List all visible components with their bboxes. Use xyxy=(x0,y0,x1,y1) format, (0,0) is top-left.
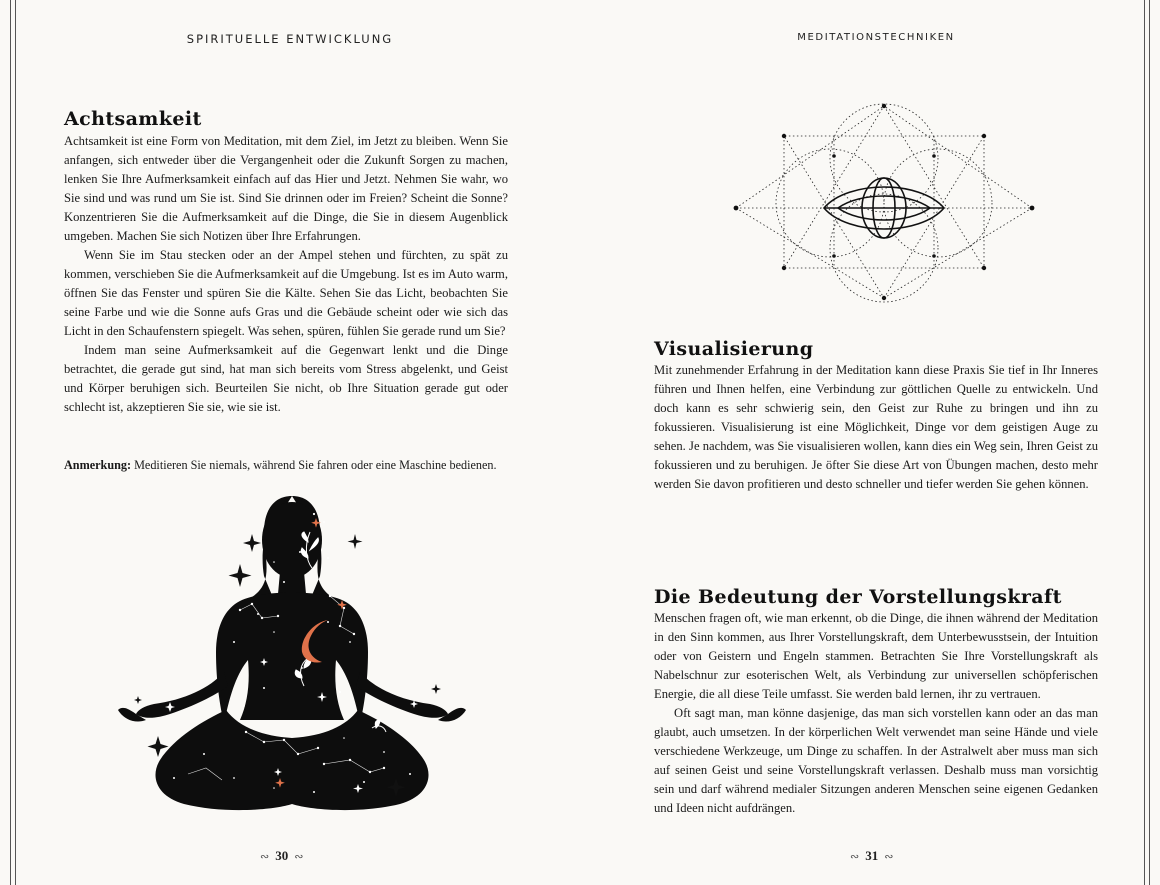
running-head-left: SPIRITUELLE ENTWICKLUNG xyxy=(186,32,394,46)
visualisierung-body xyxy=(654,361,1098,494)
paragraph: Menschen fragen oft, wie man erkennt, ob die Dinge, die ihnen während der Meditation in den Sinn kommen, aus Ihrer Vorstellungskraft, dem Unterbewusstsein, der Intuition oder von Geistern und Engeln stammen. Betrachten Sie Ihre Vorstellungskraft als Nabelschnur zur esoterischen Welt, als Verbindung zur universellen schöpferischen Energie, die all diese Teile umfasst. Sie werden bald lernen, ihr zu vertrauen. xyxy=(654,611,1098,701)
paragraph: Indem man seine Aufmerksamkeit auf die Gegenwart lenkt und die Dinge betrachtet, die gerade gut sind, hat man sich bereits vom Stress abgelenkt, und Geist und Körper beruhigen sich. Beurteilen Sie nicht, ob Ihre Situation gerade gut oder schlecht ist, akzeptieren Sie sie, wie sie ist. xyxy=(64,343,508,414)
paragraph: Mit zunehmender Erfahrung in der Meditation kann diese Praxis Sie tief in Ihr Inneres führen und Ihnen helfen, eine Verbindung zur göttlichen Quelle zu entwickeln. Und doch kann es sehr schwierig sein, den Geist zur Ruhe zu bringen und ihn zu fokussieren. Visualisierung ist eine Möglichkeit, Dinge vor dem geistigen Auge zu sehen. Je nachdem, was Sie visualisieren wollen, kann dies ein Weg sein, Ihren Geist zu fokussieren und zu beruhigen. Je öfter Sie diese Art von Übungen machen, desto mehr werden Sie davon profitieren und desto schneller und tiefer werden Sie gehen können. xyxy=(654,363,1098,491)
folio-flourish-icon: ∾ xyxy=(850,850,860,863)
vorstellungskraft-body xyxy=(654,609,1098,818)
note-label: Anmerkung: xyxy=(64,458,132,472)
folio-right xyxy=(850,848,893,864)
running-head-right: MEDITATIONSTECHNIKEN xyxy=(797,32,955,43)
folio-flourish-icon: ∾ xyxy=(260,850,270,863)
page-number-right: 31 xyxy=(865,848,879,863)
sacred-geometry-eye-icon xyxy=(730,98,1038,310)
note xyxy=(64,456,524,475)
heading-vorstellungskraft: Die Bedeutung der Vorstellungskraft xyxy=(654,586,1062,608)
folio-left xyxy=(260,848,303,864)
folio-flourish-icon: ∾ xyxy=(294,850,304,863)
right-page xyxy=(590,0,1146,885)
meditating-silhouette-icon xyxy=(114,492,474,814)
page-edge-left xyxy=(10,0,11,885)
heading-visualisierung: Visualisierung xyxy=(654,338,814,360)
heading-achtsamkeit: Achtsamkeit xyxy=(64,108,202,130)
left-page xyxy=(14,0,566,885)
folio-flourish-icon: ∾ xyxy=(884,850,894,863)
paragraph: Achtsamkeit ist eine Form von Meditation, mit dem Ziel, im Jetzt zu bleiben. Wenn Sie anfangen, sich entweder über die Vergangenheit oder die Zukunft Sorgen zu machen, lenken Sie Ihre Aufmerksamkeit einfach auf das Hier und Jetzt. Nehmen Sie wahr, wo Sie sind und was rund um Sie ist. Sind Sie drinnen oder im Freien? Scheint die Sonne? Konzentrieren Sie die Aufmerksamkeit auf die Dinge, die Sie in diesem Augenblick umgeben. Machen Sie sich Notizen über Ihre Erfahrungen. xyxy=(64,134,508,243)
paragraph: Oft sagt man, man könne dasjenige, das man sich vorstellen kann oder an das man glaubt, auch umsetzen. In der körperlichen Welt verwendet man seine Hände und viele verschiedene Werkzeuge, um Dinge zu schaffen. In der Astralwelt aber muss man sich auf seinen Geist und seine Vorstellungskraft verlassen. Deshalb muss man vorsichtig sein und darf während medialer Sitzungen anderen Menschen seine eigenen Gedanken und Ideen nicht aufdrängen. xyxy=(654,706,1098,815)
note-text: Meditieren Sie niemals, während Sie fahren oder eine Maschine bedienen. xyxy=(131,458,497,472)
achtsamkeit-body xyxy=(64,132,508,417)
paragraph: Wenn Sie im Stau stecken oder an der Ampel stehen und fürchten, zu spät zu kommen, verschieben Sie die Aufmerksamkeit auf die Umgebung. Ist es im Auto warm, öffnen Sie das Fenster und spüren Sie die Kälte. Sehen Sie das Licht, beobachten Sie seine Farbe und wie die Sonne aufs Gras und die Gebäude scheint oder wie sich das Licht in den Schaufenstern spiegelt. Was sehen, spüren, fühlen Sie gerade rund um Sie? xyxy=(64,248,508,338)
page-number-left: 30 xyxy=(275,848,289,863)
page-edge-right xyxy=(1149,0,1150,885)
